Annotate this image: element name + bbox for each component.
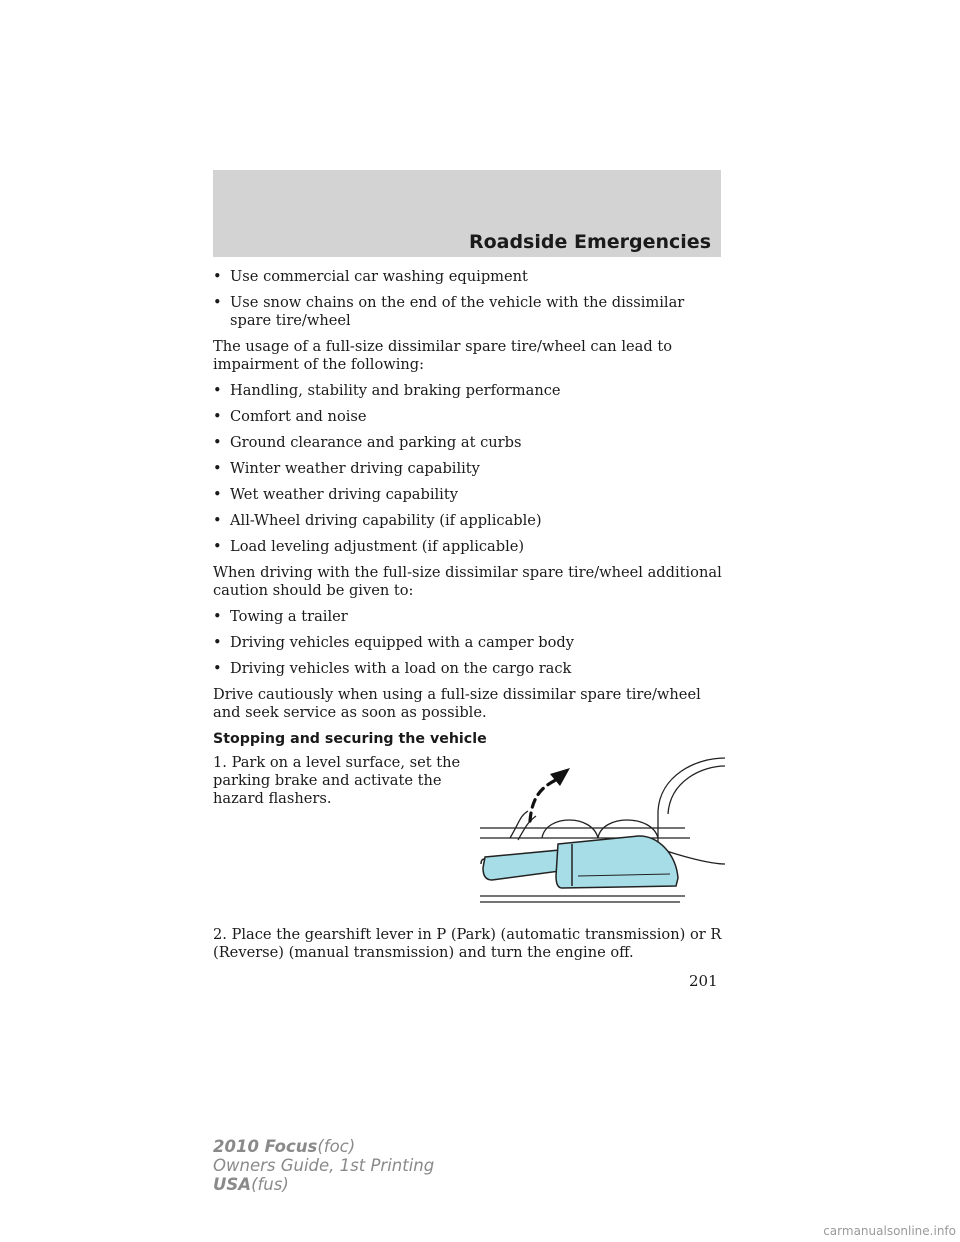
parking-brake-illustration — [480, 756, 725, 916]
list-item: • Use snow chains on the end of the vehicle with the dissimilar spare tire/wheel — [213, 294, 685, 329]
section-title: Roadside Emergencies — [468, 231, 711, 253]
list-item: • Towing a trailer — [213, 608, 348, 625]
list-item: • Winter weather driving capability — [213, 460, 480, 477]
section-header-band — [213, 170, 721, 257]
subheading: Stopping and securing the vehicle — [213, 731, 487, 747]
page-content — [213, 268, 723, 970]
list-item: • Load leveling adjustment (if applicable) — [213, 538, 525, 555]
paragraph-drive: Drive cautiously when using a full-size dissimilar spare tire/wheel and seek service as soon as possible. — [213, 686, 701, 721]
list-item: • Wet weather driving capability — [213, 486, 458, 503]
list-item: • Use commercial car washing equipment — [213, 268, 528, 285]
footer-market: USA — [213, 1175, 252, 1194]
paragraph-impairment: The usage of a full-size dissimilar spare tire/wheel can lead to impairment of the following: — [213, 338, 672, 373]
footer-edition: Owners Guide, 1st Printing — [213, 1156, 435, 1175]
step-2-text: 2. Place the gearshift lever in P (Park) (automatic transmission) or R (Reverse) (manual transmission) and turn the engine off. — [213, 926, 722, 961]
list-item: • Driving vehicles equipped with a camper body — [213, 634, 574, 651]
footer-market-code: (fus) — [251, 1175, 289, 1194]
step-1-text: 1. Park on a level surface, set the parking brake and activate the hazard flashers. — [213, 754, 461, 807]
list-item: • All-Wheel driving capability (if applicable) — [213, 512, 542, 529]
watermark: carmanualsonline.info — [823, 1224, 956, 1238]
paragraph-caution: When driving with the full-size dissimilar spare tire/wheel additional caution should be given to: — [213, 564, 722, 599]
list-item: • Handling, stability and braking performance — [213, 382, 561, 399]
list-item: • Driving vehicles with a load on the cargo rack — [213, 660, 572, 677]
footer-model-code: (foc) — [317, 1137, 356, 1156]
list-item: • Comfort and noise — [213, 408, 367, 425]
footer-model: 2010 Focus — [213, 1137, 318, 1156]
page-number: 201 — [689, 972, 718, 990]
print-footer — [213, 1137, 434, 1194]
list-item: • Ground clearance and parking at curbs — [213, 434, 522, 451]
